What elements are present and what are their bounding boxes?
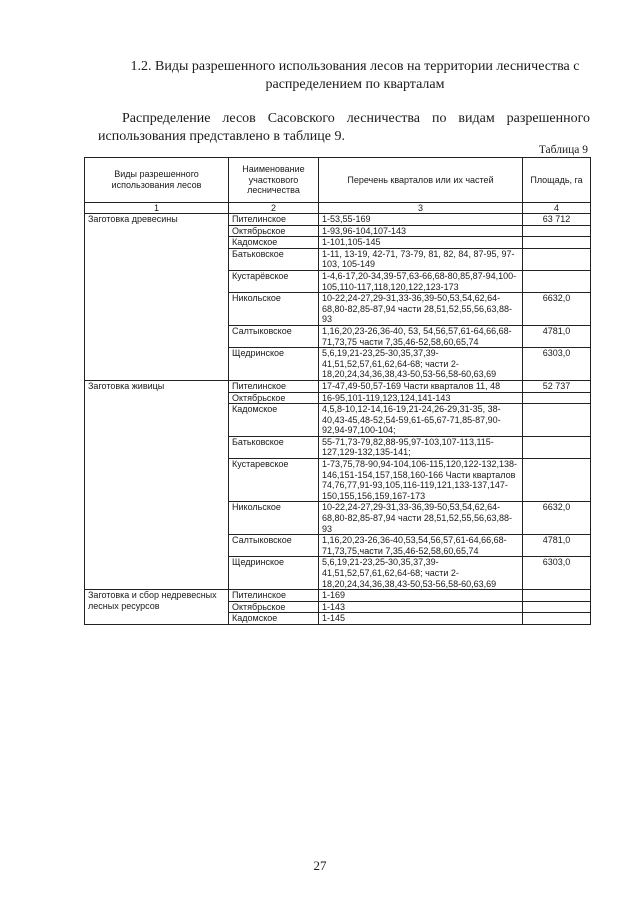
page-number: 27 <box>313 858 327 873</box>
area-cell <box>523 590 591 602</box>
quarters-cell: 1-4,6-17,20-34,39-57,63-66,68-80,85,87-94,100-105,110-117,118,120,122,123-173 <box>319 270 523 292</box>
column-number: 1 <box>85 203 229 214</box>
forestry-cell: Кустаревское <box>229 459 319 502</box>
forestry-cell: Никольское <box>229 293 319 326</box>
area-cell <box>523 225 591 237</box>
area-cell <box>523 237 591 249</box>
header-use-type: Виды разрешенного использования лесов <box>85 158 229 203</box>
quarters-cell: 55-71,73-79,82,88-95,97-103,107-113,115-127,129-132,135-141; <box>319 436 523 458</box>
column-number-row <box>85 203 591 214</box>
forestry-cell: Пителинское <box>229 380 319 392</box>
quarters-cell: 1-101,105-145 <box>319 237 523 249</box>
header-area: Площадь, га <box>523 158 591 203</box>
forestry-cell: Кадомское <box>229 613 319 625</box>
quarters-cell: 1-73,75,78-90,94-104,106-115,120,122-132,138-146,151-154,157,158,160-166 Части кварталов 74,76,77,91-93,105,116-119,121,133-137,147-150,155,156,159,167-173 <box>319 459 523 502</box>
quarters-cell: 16-95,101-119,123,124,141-143 <box>319 392 523 404</box>
intro-paragraph <box>98 110 590 146</box>
header-quarters: Перечень кварталов или их частей <box>319 158 523 203</box>
intro-text: Распределение лесов Сасовского лесничества по видам разрешенного использования представлено в таблице 9. <box>98 111 590 144</box>
area-cell <box>523 270 591 292</box>
area-cell: 6303,0 <box>523 348 591 381</box>
forestry-cell: Кадомское <box>229 237 319 249</box>
quarters-cell: 1-169 <box>319 590 523 602</box>
table-row <box>85 380 591 392</box>
area-cell <box>523 404 591 437</box>
area-cell <box>523 613 591 625</box>
quarters-cell: 5,6,19,21-23,25-30,35,37,39-41,51,52,57,61,62,64-68; части 2-18,20,24,34,36,38,43-50,53-56,58-60,63,69 <box>319 348 523 381</box>
quarters-cell: 1-143 <box>319 601 523 613</box>
quarters-cell: 1-93,96-104,107-143 <box>319 225 523 237</box>
section-heading: 1.2. Виды разрешенного использования лесов на территории лесничества с распределением по кварталам <box>130 59 580 92</box>
forestry-cell: Щедринское <box>229 348 319 381</box>
area-cell: 52 737 <box>523 380 591 392</box>
area-cell <box>523 248 591 270</box>
quarters-cell: 17-47,49-50,57-169 Части кварталов 11, 48 <box>319 380 523 392</box>
area-cell <box>523 436 591 458</box>
forestry-cell: Октябрьское <box>229 225 319 237</box>
use-type-cell: Заготовка живицы <box>85 380 229 589</box>
column-number: 4 <box>523 203 591 214</box>
forestry-cell: Салтыковское <box>229 325 319 347</box>
area-cell <box>523 459 591 502</box>
header-forestry: Наименование участкового лесничества <box>229 158 319 203</box>
forestry-cell: Батьковское <box>229 248 319 270</box>
column-number: 2 <box>229 203 319 214</box>
area-cell <box>523 392 591 404</box>
area-cell: 4781,0 <box>523 535 591 557</box>
forest-use-table <box>84 157 591 625</box>
forestry-cell: Никольское <box>229 502 319 535</box>
quarters-cell: 10-22,24-27,29-31,33-36,39-50,53,54,62,64-68,80-82,85-87,94 части 28,51,52,55,56,63,88-93 <box>319 502 523 535</box>
area-cell: 6632,0 <box>523 293 591 326</box>
table-row <box>85 214 591 226</box>
forestry-cell: Пителинское <box>229 214 319 226</box>
table-body <box>85 214 591 625</box>
forestry-cell: Октябрьское <box>229 601 319 613</box>
area-cell <box>523 601 591 613</box>
quarters-cell: 4,5,8-10,12-14,16-19,21-24,26-29,31-35, 38-40,43-45,48-52,54-59,61-65,67-71,85-87,90-92,94-97,100-104; <box>319 404 523 437</box>
area-cell: 63 712 <box>523 214 591 226</box>
table-header-row <box>85 158 591 203</box>
forestry-cell: Пителинское <box>229 590 319 602</box>
quarters-cell: 10-22,24-27,29-31,33-36,39-50,53,54,62,64-68,80-82,85-87,94 части 28,51,52,55,56,63,88-93 <box>319 293 523 326</box>
use-type-cell: Заготовка древесины <box>85 214 229 381</box>
table-row <box>85 590 591 602</box>
forestry-cell: Кадомское <box>229 404 319 437</box>
quarters-cell: 5,6,19,21-23,25-30,35,37,39-41,51,52,57,61,62,64-68; части 2-18,20,24,34,36,38,43-50,53-56,58-60,63,69 <box>319 557 523 590</box>
column-number: 3 <box>319 203 523 214</box>
area-cell: 4781,0 <box>523 325 591 347</box>
forestry-cell: Батьковское <box>229 436 319 458</box>
use-type-cell: Заготовка и сбор недревесных лесных ресурсов <box>85 590 229 625</box>
quarters-cell: 1-11, 13-19, 42-71, 73-79, 81, 82, 84, 87-95, 97-103, 105-149 <box>319 248 523 270</box>
quarters-cell: 1,16,20,23-26,36-40,53,54,56,57,61-64,66,68-71,73,75,части 7,35,46-52,58,60,65,74 <box>319 535 523 557</box>
quarters-cell: 1,16,20,23-26,36-40, 53, 54,56,57,61-64,66,68-71,73,75 части 7,35,46-52,58,60,65,74 <box>319 325 523 347</box>
forestry-cell: Салтыковское <box>229 535 319 557</box>
quarters-cell: 1-145 <box>319 613 523 625</box>
forestry-cell: Кустарёвское <box>229 270 319 292</box>
forestry-cell: Щедринское <box>229 557 319 590</box>
table-caption: Таблица 9 <box>538 144 588 156</box>
forestry-cell: Октябрьское <box>229 392 319 404</box>
area-cell: 6632,0 <box>523 502 591 535</box>
quarters-cell: 1-53,55-169 <box>319 214 523 226</box>
area-cell: 6303,0 <box>523 557 591 590</box>
